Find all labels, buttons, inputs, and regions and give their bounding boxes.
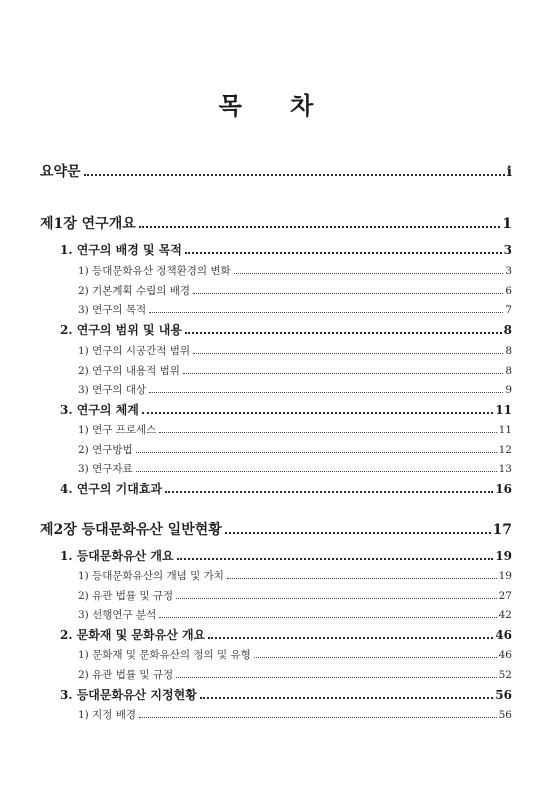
dot-leader — [139, 706, 497, 718]
dot-leader — [225, 518, 491, 534]
toc-entry-page: 11 — [495, 403, 512, 417]
toc-entry-chapter[interactable] — [40, 518, 512, 539]
toc-entry-label: 1) 연구의 시공간적 범위 — [78, 344, 191, 357]
toc-entry-page: 8 — [503, 323, 512, 337]
toc-entry-page: 46 — [498, 648, 512, 661]
toc-entry-label: 2) 기본계획 수립의 배경 — [78, 284, 191, 297]
toc-entry-item[interactable] — [78, 262, 512, 278]
toc-entry-page: 17 — [492, 522, 512, 538]
toc-entry-item[interactable] — [78, 666, 512, 682]
toc-entry-item[interactable] — [78, 587, 512, 603]
toc-entry-item[interactable] — [78, 282, 512, 298]
toc-entry-page: 19 — [498, 569, 512, 582]
toc-entry-section[interactable] — [60, 546, 512, 564]
toc-entry-item[interactable] — [78, 342, 512, 358]
dot-leader — [176, 666, 496, 678]
dot-leader — [149, 301, 503, 313]
dot-leader — [136, 441, 497, 453]
toc-entry-label: 2. 연구의 범위 및 내용 — [60, 323, 182, 337]
toc-entry-page: 3 — [505, 264, 512, 277]
toc-entry-page: 42 — [498, 608, 512, 621]
dot-leader — [185, 320, 502, 334]
dot-leader — [136, 460, 497, 472]
toc-entry-label: 3) 연구의 목적 — [78, 303, 147, 316]
dot-leader — [227, 567, 497, 579]
toc-entry-page: 46 — [495, 628, 512, 642]
toc-entry-section[interactable] — [60, 685, 512, 703]
toc-entry-label: 3) 선행연구 분석 — [78, 608, 157, 621]
toc-entry-label: 1) 연구 프로세스 — [78, 423, 157, 436]
toc-entry-label: 제1장 연구개요 — [40, 216, 136, 232]
toc-entry-page: 56 — [498, 708, 512, 721]
toc-entry-section[interactable] — [60, 479, 512, 497]
toc-entry-page: 9 — [505, 383, 512, 396]
toc-entry-label: 1) 등대문화유산 정책환경의 변화 — [78, 264, 231, 277]
dot-leader — [176, 587, 496, 599]
toc-entry-label: 제2장 등대문화유산 일반현황 — [40, 522, 222, 538]
toc-entry-label: 1) 지정 배경 — [78, 708, 137, 721]
toc-entry-label: 4. 연구의 기대효과 — [60, 482, 163, 496]
toc-entry-label: 요약문 — [40, 164, 81, 180]
toc-entry-page: 12 — [498, 443, 512, 456]
toc-entry-label: 2) 유관 법률 및 규정 — [78, 668, 174, 681]
toc-entry-section[interactable] — [60, 240, 512, 258]
toc-entry-item[interactable] — [78, 646, 512, 662]
toc-entry-item[interactable] — [78, 706, 512, 722]
toc-entry-item[interactable] — [78, 362, 512, 378]
toc-entry-page: 3 — [503, 243, 512, 257]
dot-leader — [193, 282, 503, 294]
dot-leader — [84, 160, 505, 176]
dot-leader — [149, 381, 503, 393]
toc-entry-page: 16 — [495, 482, 512, 496]
toc-entry-label: 3) 연구의 대상 — [78, 383, 147, 396]
toc-entry-label: 3) 연구자료 — [78, 462, 133, 475]
toc-entry-item[interactable] — [78, 460, 512, 476]
toc-entry-label: 2. 문화재 및 문화유산 개요 — [60, 628, 206, 642]
toc-entry-section[interactable] — [60, 400, 512, 418]
toc-entry-summary[interactable] — [40, 160, 512, 181]
toc-entry-section[interactable] — [60, 625, 512, 643]
toc-entry-item[interactable] — [78, 567, 512, 583]
toc-entry-item[interactable] — [78, 441, 512, 457]
toc-entry-page: 11 — [498, 423, 512, 436]
toc-entry-item[interactable] — [78, 421, 512, 437]
dot-leader — [159, 606, 496, 618]
toc-entry-label: 2) 연구방법 — [78, 443, 133, 456]
toc-entry-label: 3. 연구의 체계 — [60, 403, 139, 417]
toc-entry-chapter[interactable] — [40, 212, 512, 233]
dot-leader — [254, 646, 497, 658]
toc-entry-label: 1. 연구의 배경 및 목적 — [60, 243, 182, 257]
toc-entry-item[interactable] — [78, 381, 512, 397]
toc-entry-page: i — [506, 164, 512, 180]
toc-entry-page: 8 — [505, 364, 512, 377]
toc-entry-label: 3. 등대문화유산 지정현황 — [60, 688, 197, 702]
toc-entry-page: 13 — [498, 462, 512, 475]
toc-entry-item[interactable] — [78, 606, 512, 622]
dot-leader — [234, 262, 504, 274]
toc-entry-page: 27 — [498, 589, 512, 602]
dot-leader — [139, 212, 500, 228]
toc-entry-page: 52 — [498, 668, 512, 681]
dot-leader — [183, 362, 503, 374]
toc-entry-page: 8 — [505, 344, 512, 357]
toc-entry-page: 56 — [495, 688, 512, 702]
toc-entry-page: 1 — [502, 216, 512, 232]
toc-entry-label: 1) 등대문화유산의 개념 및 가치 — [78, 569, 224, 582]
dot-leader — [142, 400, 493, 414]
toc-entry-label: 2) 유관 법률 및 규정 — [78, 589, 174, 602]
dot-leader — [193, 342, 503, 354]
dot-leader — [177, 546, 494, 560]
toc-entry-page: 7 — [505, 303, 512, 316]
toc-entry-label: 1. 등대문화유산 개요 — [60, 549, 174, 563]
dot-leader — [208, 625, 493, 639]
toc-entry-label: 2) 연구의 내용적 범위 — [78, 364, 180, 377]
dot-leader — [200, 685, 493, 699]
page-title: 목 차 — [218, 91, 334, 120]
dot-leader — [165, 479, 493, 493]
toc-entry-section[interactable] — [60, 320, 512, 338]
dot-leader — [159, 421, 496, 433]
toc-entry-page: 6 — [505, 284, 512, 297]
toc-entry-label: 1) 문화재 및 문화유산의 정의 및 유형 — [78, 648, 251, 661]
dot-leader — [185, 240, 502, 254]
toc-entry-item[interactable] — [78, 301, 512, 317]
toc-entry-page: 19 — [495, 549, 512, 563]
